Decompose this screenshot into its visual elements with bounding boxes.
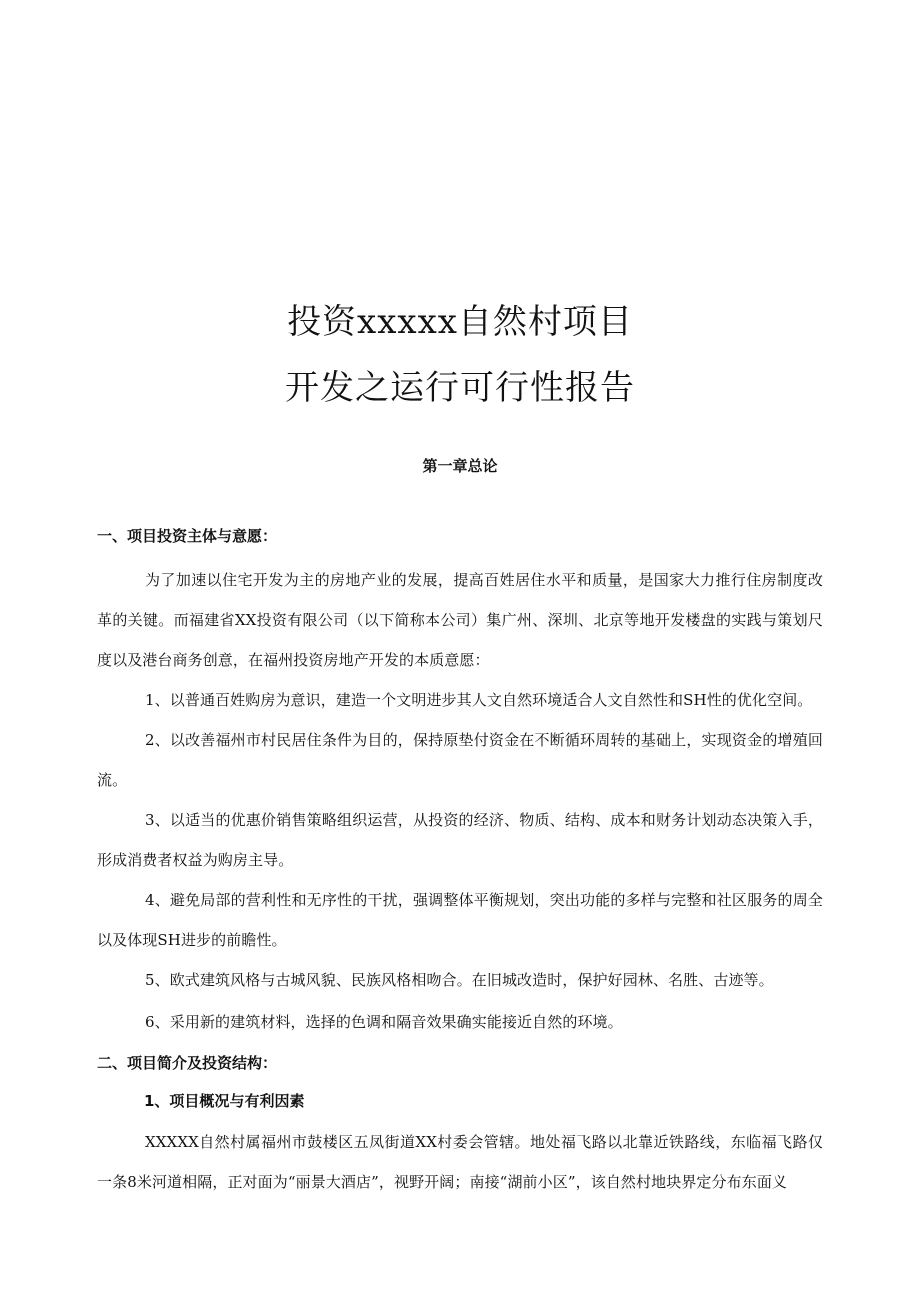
list-item: 6、采用新的建筑材料，选择的色调和隔音效果确实能接近自然的环境。 [145,1013,623,1031]
section1-intro-paragraph: 为了加速以住宅开发为主的房地产业的发展，提高百姓居住水平和质量，是国家大力推行住房制度改革的关键。而福建省XX投资有限公司（以下简称本公司）集广州、深圳、北京等地开发楼盘的实践与策划尺度以及港台商务创意，在福州投资房地产开发的本质意愿： [97,571,823,669]
document-title-line2: 开发之运行可行性报告 [285,368,635,408]
section1-heading: 一、项目投资主体与意愿： [97,527,278,545]
section2-overview-paragraph: XXXXX自然村属福州市鼓楼区五凤街道XX村委会管辖。地处福飞路以北靠近铁路线，东临福飞路仅一条8米河道相隔，正对面为“丽景大酒店”，视野开阔；南接“湖前小区”，该自然村地块界定分布东面义 [97,1133,823,1191]
chapter-title: 第一章总论 [422,457,498,475]
section2-heading: 二、项目简介及投资结构： [97,1054,278,1072]
list-item: 4、避免局部的营利性和无序性的干扰，强调整体平衡规划，突出功能的多样与完整和社区服务的周全以及体现SH进步的前瞻性。 [97,891,823,949]
document-title-line1: 投资xxxxx自然村项目 [287,302,633,342]
list-item: 2、以改善福州市村民居住条件为目的，保持原垫付资金在不断循环周转的基础上，实现资金的增殖回流。 [97,731,823,789]
list-item: 3、以适当的优惠价销售策略组织运营，从投资的经济、物质、结构、成本和财务计划动态决策入手，形成消费者权益为购房主导。 [97,811,823,869]
list-item: 1、以普通百姓购房为意识，建造一个文明进步其人文自然环境适合人文自然性和SH性的优化空间。 [145,691,813,709]
list-item: 5、欧式建筑风格与古城风貌、民族风格相吻合。在旧城改造时，保护好园林、名胜、古迹等。 [145,971,774,989]
section2-subheading: 1、项目概况与有利因素 [144,1092,305,1110]
